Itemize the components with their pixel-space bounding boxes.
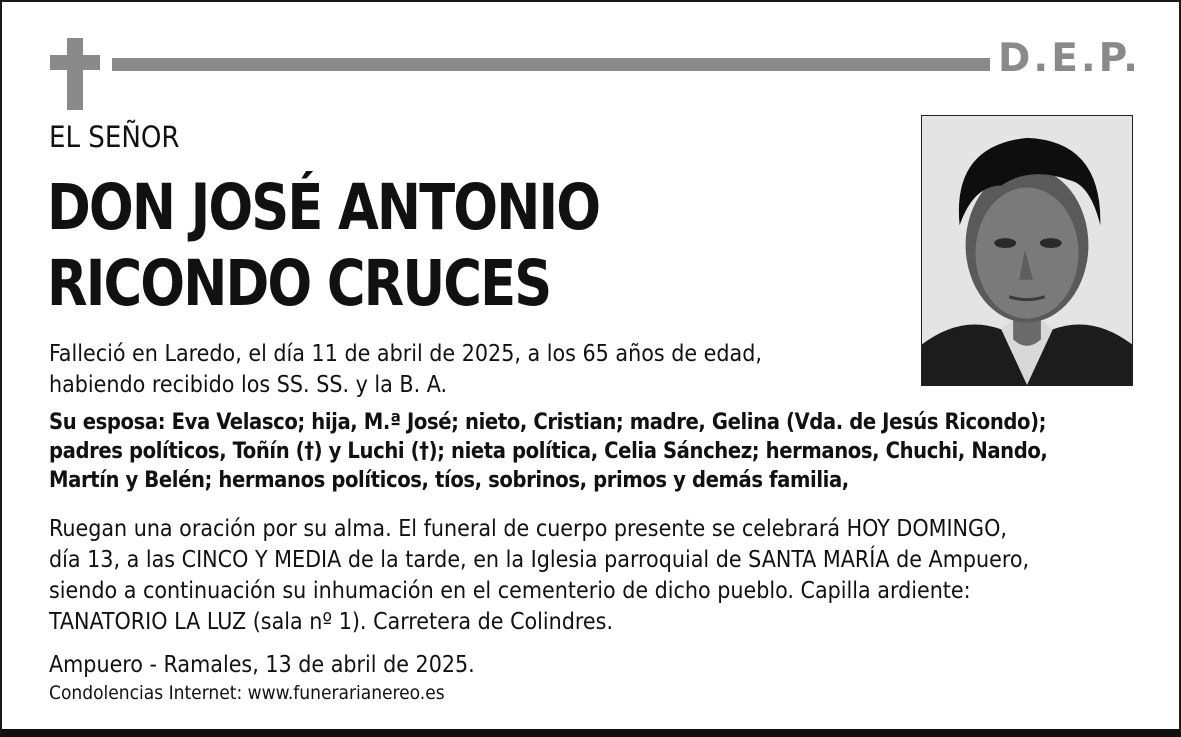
sacraments-line: habiendo recibido los SS. SS. y la B. A. <box>49 372 448 398</box>
funeral-line-3: siendo a continuación su inhumación en el cementerio de dicho pueblo. Capilla ardiente: <box>49 578 971 604</box>
family-line-2: padres políticos, Toñín (†) y Luchi (†); nieta política, Celia Sánchez; hermanos, Chuchi, Nando, <box>49 439 1048 464</box>
family-list <box>49 408 1149 495</box>
cross-vertical-bar <box>67 38 83 110</box>
header-rule <box>112 58 990 71</box>
death-notice <box>49 339 1149 401</box>
family-line-3: Martín y Belén; hermanos políticos, tíos, sobrinos, primos y demás familia, <box>49 468 849 493</box>
family-line-1: Su esposa: Eva Velasco; hija, M.ª José; nieto, Cristian; madre, Gelina (Vda. de Jesús Ricondo); <box>49 410 1047 435</box>
name-line-2: RICONDO CRUCES <box>47 247 551 320</box>
cross-horizontal-bar <box>50 55 100 70</box>
place-date: Ampuero - Ramales, 13 de abril de 2025. <box>49 652 475 678</box>
deceased-name <box>47 170 772 322</box>
funeral-line-1: Ruegan una oración por su alma. El funeral de cuerpo presente se celebrará HOY DOMINGO, <box>49 516 1007 542</box>
honorific: EL SEÑOR <box>49 120 180 154</box>
condolences-link[interactable]: Condolencias Internet: www.funerarianereo.es <box>49 682 445 704</box>
funeral-line-4: TANATORIO LA LUZ (sala nº 1). Carretera de Colindres. <box>49 609 614 635</box>
death-notice-line: Falleció en Laredo, el día 11 de abril de 2025, a los 65 años de edad, <box>49 341 762 367</box>
funeral-line-2: día 13, a las CINCO Y MEDIA de la tarde, en la Iglesia parroquial de SANTA MARÍA de Ampuero, <box>49 547 1030 573</box>
dep-label: D.E.P. <box>998 36 1141 81</box>
name-line-1: DON JOSÉ ANTONIO <box>47 171 600 244</box>
funeral-details <box>49 514 1149 638</box>
